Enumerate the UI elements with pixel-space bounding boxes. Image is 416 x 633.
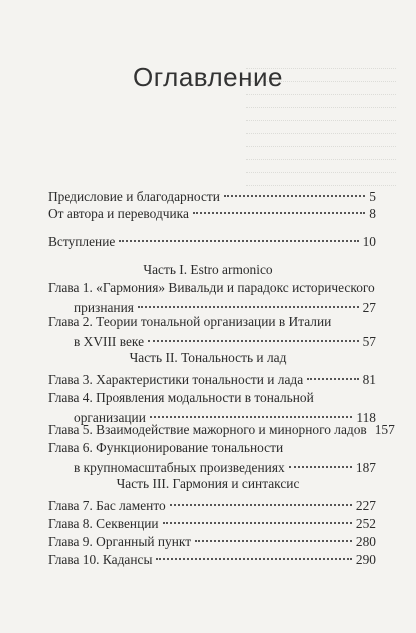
- page-title: Оглавление: [133, 62, 283, 92]
- toc-page-number: 187: [355, 460, 376, 475]
- part-heading: Часть II. Тональность и лад: [129, 350, 287, 365]
- leader-dots: [195, 540, 352, 542]
- leader-dots: [224, 195, 365, 197]
- toc-page-number: 27: [362, 300, 376, 315]
- toc-entry-title-cont: в XVIII веке: [74, 334, 145, 349]
- toc-entry-title: Глава 8. Секвенции: [48, 516, 159, 531]
- toc-page-number: 227: [355, 498, 376, 513]
- toc-entry: [48, 550, 376, 570]
- leader-dots: [289, 466, 352, 468]
- leader-dots: [156, 558, 351, 560]
- leader-dots: [119, 240, 358, 242]
- toc-entry: [48, 204, 376, 224]
- toc-page-number: 81: [362, 372, 376, 387]
- toc-entry-title-cont: признания: [74, 300, 134, 315]
- part-heading: Часть I. Estro armonico: [143, 262, 273, 277]
- toc-entry-title: Глава 3. Характеристики тональности и лада: [48, 372, 304, 387]
- toc-entry-title: Глава 7. Бас ламенто: [48, 498, 166, 513]
- toc-entry: [48, 232, 376, 252]
- toc-page-number: 10: [362, 234, 376, 249]
- toc-entry-title: Глава 2. Теории тональной организации в Италии: [48, 314, 332, 329]
- leader-dots: [138, 306, 359, 308]
- leader-dots: [148, 340, 359, 342]
- part-heading: Часть III. Гармония и синтаксис: [116, 476, 300, 491]
- toc-page-number: 5: [369, 189, 376, 204]
- leader-dots: [163, 522, 352, 524]
- toc-page-number: 8: [369, 206, 376, 221]
- toc-entry-title: Глава 1. «Гармония» Вивальди и парадокс исторического: [48, 280, 375, 295]
- toc-entry: [48, 370, 376, 390]
- leader-dots: [150, 416, 353, 418]
- toc-page-number: 118: [356, 410, 376, 425]
- toc-entry: [48, 532, 376, 552]
- toc-entry: [48, 496, 376, 516]
- toc-page-number: 290: [355, 552, 376, 567]
- leader-dots: [307, 378, 358, 380]
- toc-entry-title: От автора и переводчика: [48, 206, 189, 221]
- toc-page-number: 157: [374, 422, 395, 437]
- toc-entry-title: Глава 4. Проявления модальности в тональной: [48, 390, 314, 405]
- toc-entry: [48, 514, 376, 534]
- toc-entry-title: Вступление: [48, 234, 116, 249]
- toc-page-number: 57: [362, 334, 376, 349]
- toc-entry-title-cont: в крупномасштабных произведениях: [74, 460, 285, 475]
- toc-entry: [48, 420, 395, 440]
- toc-entry: [48, 438, 376, 478]
- toc-entry-title-cont: организации: [74, 410, 146, 425]
- toc-entry-title: Глава 9. Органный пункт: [48, 534, 192, 549]
- toc-entry-title: Глава 5. Взаимодействие мажорного и минорного ладов: [48, 422, 367, 437]
- toc-entry-title: Глава 6. Функционирование тональности: [48, 440, 284, 455]
- toc-entry-title: Глава 10. Кадансы: [48, 552, 153, 567]
- toc-page-number: 252: [355, 516, 376, 531]
- leader-dots: [170, 504, 352, 506]
- toc-entry-title: Предисловие и благодарности: [48, 189, 220, 204]
- toc-page-number: 280: [355, 534, 376, 549]
- toc-entry: [48, 312, 376, 352]
- leader-dots: [193, 212, 365, 214]
